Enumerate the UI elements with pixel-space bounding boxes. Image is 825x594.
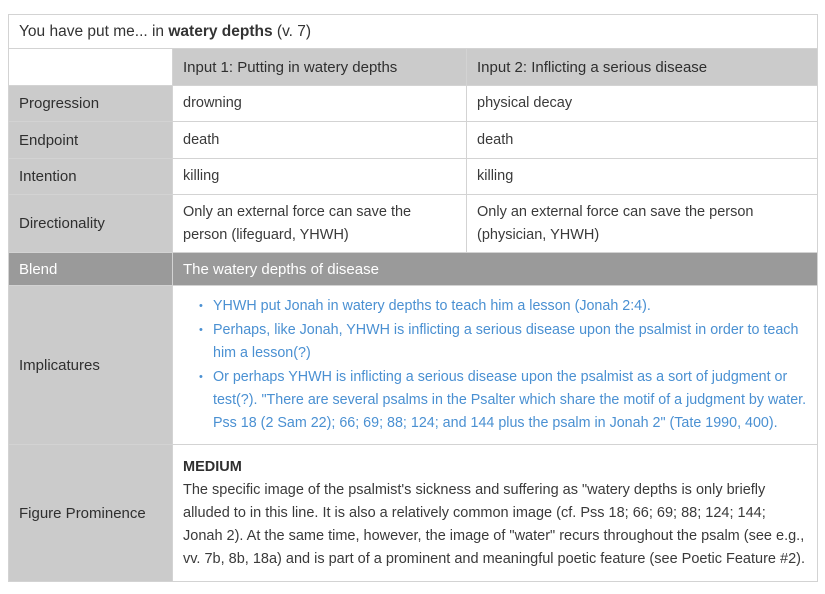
table-title xyxy=(9,15,818,49)
cell-directionality-input2: Only an external force can save the person (physician, YHWH) xyxy=(467,195,818,253)
implicature-item: • YHWH put Jonah in watery depths to teach him a lesson (Jonah 2:4). xyxy=(199,295,807,318)
table-row-progression xyxy=(9,86,818,122)
col-header-input1: Input 1: Putting in watery depths xyxy=(173,49,467,86)
cell-intention-input1: killing xyxy=(173,159,467,195)
table-title-suffix: (v. 7) xyxy=(272,22,312,40)
figure-prominence-text: The specific image of the psalmist's sickness and suffering as "watery depths is only briefly alluded to in this line. It is also a relatively common image (cf. Pss 18; 66; 69; 88; 124; 144; Jonah 2). At the same time, however, the image of "water" recurs throughout the psalm (see e.g., vv. 7b, 8b, 18a) and is part of a prominent and meaningful poetic feature (see Poetic Feature #2). xyxy=(183,481,805,567)
conceptual-blend-table xyxy=(8,14,818,582)
table-title-prefix: You have put me... in xyxy=(19,22,169,40)
empty-corner-cell xyxy=(9,49,173,86)
column-header-row xyxy=(9,49,818,86)
cell-intention-input2: killing xyxy=(467,159,818,195)
row-label-directionality: Directionality xyxy=(9,195,173,253)
cell-directionality-input1: Only an external force can save the person (lifeguard, YHWH) xyxy=(173,195,467,253)
table-row-endpoint xyxy=(9,122,818,159)
implicatures-list xyxy=(183,295,807,435)
cell-blend-value: The watery depths of disease xyxy=(173,253,818,286)
figure-prominence-level: MEDIUM xyxy=(183,458,242,475)
row-label-implicatures: Implicatures xyxy=(9,286,173,445)
cell-progression-input1: drowning xyxy=(173,86,467,122)
row-label-endpoint: Endpoint xyxy=(9,122,173,159)
table-row-figure-prominence xyxy=(9,445,818,582)
table-row-intention xyxy=(9,159,818,195)
table-row-implicatures xyxy=(9,286,818,445)
cell-progression-input2: physical decay xyxy=(467,86,818,122)
table-title-row xyxy=(9,15,818,49)
col-header-input2: Input 2: Inflicting a serious disease xyxy=(467,49,818,86)
row-label-figure-prominence: Figure Prominence xyxy=(9,445,173,582)
cell-endpoint-input1: death xyxy=(173,122,467,159)
implicature-item: • Perhaps, like Jonah, YHWH is inflicting a serious disease upon the psalmist in order to teach him a lesson(?) xyxy=(199,319,807,365)
cell-endpoint-input2: death xyxy=(467,122,818,159)
table-row-blend xyxy=(9,253,818,286)
cell-figure-prominence xyxy=(173,445,818,582)
row-label-intention: Intention xyxy=(9,159,173,195)
cell-implicatures xyxy=(173,286,818,445)
table-title-bold: watery depths xyxy=(168,22,273,40)
table-row-directionality xyxy=(9,195,818,253)
row-label-blend: Blend xyxy=(9,253,173,286)
row-label-progression: Progression xyxy=(9,86,173,122)
implicature-item: • Or perhaps YHWH is inflicting a serious disease upon the psalmist as a sort of judgment or test(?). "There are several psalms in the Psalter which share the motif of a judgment by water. Pss 18 (2 Sam 22); 66; 69; 88; 124; and 144 plus the psalm in Jonah 2" (Tate 1990, 400). xyxy=(199,366,807,435)
